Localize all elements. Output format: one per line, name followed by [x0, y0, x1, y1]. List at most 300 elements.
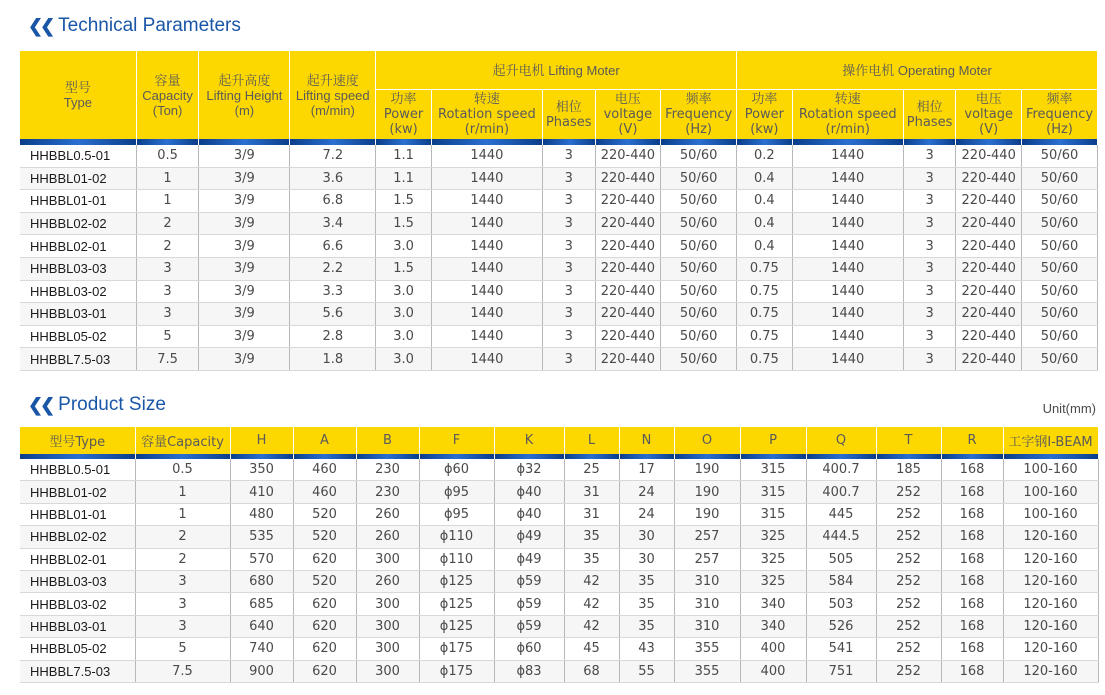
- column-header: H: [230, 427, 293, 454]
- table-cell: 620: [293, 593, 356, 615]
- table-cell: 168: [941, 570, 1003, 592]
- model-cell: HHBBL7.5-03: [20, 660, 135, 682]
- table-cell: 168: [941, 526, 1003, 548]
- table-cell: 0.4: [737, 167, 793, 190]
- table-cell: 50/60: [661, 257, 737, 280]
- table-cell: 35: [619, 615, 674, 637]
- table-cell: 1440: [431, 303, 542, 326]
- table-cell: 1440: [792, 145, 903, 167]
- header-lifting-motor-group: 起升电机 Lifting Moter: [376, 51, 737, 90]
- table-cell: 50/60: [661, 212, 737, 235]
- table-cell: 2.2: [290, 257, 376, 280]
- table-cell: 300: [356, 660, 419, 682]
- table-cell: 310: [674, 593, 740, 615]
- table-cell: 0.5: [136, 145, 199, 167]
- table-cell: 541: [806, 638, 876, 660]
- model-cell: HHBBL03-03: [20, 257, 136, 280]
- table-cell: 230: [356, 459, 419, 481]
- header-capacity: 容量 Capacity (Ton): [136, 51, 199, 139]
- table-row: [20, 280, 1098, 303]
- column-header: Q: [806, 427, 876, 454]
- table-cell: 340: [740, 615, 806, 637]
- table-cell: 1440: [431, 348, 542, 371]
- table-cell: 325: [740, 526, 806, 548]
- table-cell: 260: [356, 526, 419, 548]
- table-cell: 3: [543, 303, 596, 326]
- table-cell: 30: [619, 548, 674, 570]
- table-cell: 3/9: [199, 280, 290, 303]
- table-cell: 355: [674, 638, 740, 660]
- table-cell: 3/9: [199, 190, 290, 213]
- table-cell: 1440: [431, 145, 542, 167]
- table-cell: 570: [230, 548, 293, 570]
- table-cell: 1440: [792, 190, 903, 213]
- table-cell: 3: [903, 348, 956, 371]
- table-cell: 1440: [792, 235, 903, 258]
- table-cell: 35: [564, 526, 619, 548]
- table-cell: 400.7: [806, 481, 876, 503]
- table-cell: 50/60: [1022, 212, 1098, 235]
- table-cell: 68: [564, 660, 619, 682]
- header-motor-sub: 功率 Power (kw): [376, 90, 432, 140]
- table-cell: 315: [740, 481, 806, 503]
- table-cell: 640: [230, 615, 293, 637]
- table-cell: 1: [135, 503, 230, 525]
- table-cell: 310: [674, 615, 740, 637]
- table-row: [20, 548, 1098, 570]
- table-cell: 42: [564, 570, 619, 592]
- table-cell: ϕ60: [494, 638, 564, 660]
- table-cell: 3.0: [376, 325, 432, 348]
- table-cell: 120-160: [1003, 660, 1098, 682]
- table-cell: 3.0: [376, 280, 432, 303]
- table-cell: 3: [903, 212, 956, 235]
- model-cell: HHBBL01-01: [20, 503, 135, 525]
- table-cell: 42: [564, 593, 619, 615]
- technical-parameters-table: [20, 51, 1098, 371]
- table-cell: ϕ59: [494, 570, 564, 592]
- table-cell: 220-440: [595, 280, 661, 303]
- model-cell: HHBBL03-01: [20, 615, 135, 637]
- model-cell: HHBBL02-01: [20, 235, 136, 258]
- table-cell: 2: [136, 235, 199, 258]
- table-cell: 620: [293, 615, 356, 637]
- table-cell: 300: [356, 615, 419, 637]
- table-cell: 252: [876, 593, 941, 615]
- table-cell: 220-440: [956, 167, 1022, 190]
- table-cell: 120-160: [1003, 570, 1098, 592]
- table-cell: 252: [876, 481, 941, 503]
- table-cell: ϕ40: [494, 481, 564, 503]
- table-cell: 3: [543, 280, 596, 303]
- table-cell: 325: [740, 548, 806, 570]
- table-cell: ϕ59: [494, 593, 564, 615]
- table-cell: 400.7: [806, 459, 876, 481]
- table-cell: 220-440: [595, 190, 661, 213]
- table-cell: 3.0: [376, 348, 432, 371]
- table-cell: 168: [941, 481, 1003, 503]
- table-cell: ϕ95: [419, 481, 494, 503]
- header-operating-motor-group: 操作电机 Operating Moter: [737, 51, 1098, 90]
- table-cell: 0.4: [737, 190, 793, 213]
- table-cell: 445: [806, 503, 876, 525]
- table-cell: 1440: [431, 280, 542, 303]
- table-cell: 3/9: [199, 257, 290, 280]
- table-cell: 252: [876, 548, 941, 570]
- model-cell: HHBBL03-02: [20, 593, 135, 615]
- double-chevron-left-icon: ❮❮: [28, 394, 53, 415]
- table-cell: 6.6: [290, 235, 376, 258]
- table-cell: 325: [740, 570, 806, 592]
- unit-label: Unit(mm): [1042, 401, 1096, 416]
- table-cell: 520: [293, 570, 356, 592]
- table-cell: 340: [740, 593, 806, 615]
- model-cell: HHBBL7.5-03: [20, 348, 136, 371]
- table-cell: 252: [876, 570, 941, 592]
- model-cell: HHBBL03-03: [20, 570, 135, 592]
- table-cell: 50/60: [661, 303, 737, 326]
- model-cell: HHBBL03-01: [20, 303, 136, 326]
- table-cell: 190: [674, 459, 740, 481]
- table-cell: 900: [230, 660, 293, 682]
- table-cell: 120-160: [1003, 593, 1098, 615]
- table-cell: 400: [740, 660, 806, 682]
- table-cell: 260: [356, 503, 419, 525]
- column-header: O: [674, 427, 740, 454]
- table-cell: ϕ40: [494, 503, 564, 525]
- table-cell: 220-440: [956, 280, 1022, 303]
- table-cell: 220-440: [956, 348, 1022, 371]
- table-cell: 460: [293, 459, 356, 481]
- table-cell: 751: [806, 660, 876, 682]
- table-cell: 1: [136, 190, 199, 213]
- header-motor-sub: 功率 Power (kw): [737, 90, 793, 140]
- table-row: [20, 145, 1098, 167]
- table-cell: 0.2: [737, 145, 793, 167]
- header-motor-sub: 相位 Phases: [543, 90, 596, 140]
- table-cell: 480: [230, 503, 293, 525]
- table-row: [20, 481, 1098, 503]
- table-cell: 1440: [792, 167, 903, 190]
- table-cell: ϕ175: [419, 638, 494, 660]
- table-row: [20, 459, 1098, 481]
- column-header: K: [494, 427, 564, 454]
- table-row: [20, 638, 1098, 660]
- table-cell: 257: [674, 548, 740, 570]
- table-cell: 444.5: [806, 526, 876, 548]
- table-cell: 35: [619, 570, 674, 592]
- table-cell: 3: [903, 235, 956, 258]
- table-cell: 50/60: [1022, 348, 1098, 371]
- table-cell: 42: [564, 615, 619, 637]
- table-cell: 535: [230, 526, 293, 548]
- table-cell: 1440: [792, 303, 903, 326]
- column-header: A: [293, 427, 356, 454]
- product-size-heading: [28, 394, 166, 416]
- table-cell: 50/60: [661, 167, 737, 190]
- table-cell: 220-440: [956, 145, 1022, 167]
- table-cell: 50/60: [661, 325, 737, 348]
- header-lifting-speed: 起升速度 Lifting speed (m/min): [290, 51, 376, 139]
- table-cell: 1440: [431, 257, 542, 280]
- table-cell: 310: [674, 570, 740, 592]
- table-cell: 168: [941, 459, 1003, 481]
- table-cell: 230: [356, 481, 419, 503]
- model-cell: HHBBL03-02: [20, 280, 136, 303]
- table-cell: 120-160: [1003, 526, 1098, 548]
- table-cell: 3.4: [290, 212, 376, 235]
- table-cell: 2: [136, 212, 199, 235]
- table-cell: 3: [136, 257, 199, 280]
- header-motor-sub: 频率 Frequency (Hz): [661, 90, 737, 140]
- table-cell: 0.4: [737, 235, 793, 258]
- table-row: [20, 325, 1098, 348]
- table-cell: 50/60: [661, 145, 737, 167]
- table-row: [20, 303, 1098, 326]
- table-cell: 50/60: [1022, 280, 1098, 303]
- table-cell: 0.75: [737, 257, 793, 280]
- table-cell: 3.0: [376, 235, 432, 258]
- table-cell: 680: [230, 570, 293, 592]
- technical-parameters-title: Technical Parameters: [58, 15, 241, 36]
- table-cell: 5: [135, 638, 230, 660]
- table-cell: 3/9: [199, 212, 290, 235]
- table-cell: 1440: [792, 280, 903, 303]
- table-cell: 260: [356, 570, 419, 592]
- table-cell: 50/60: [661, 348, 737, 371]
- table-cell: 3: [543, 235, 596, 258]
- table-cell: 1: [136, 167, 199, 190]
- table-cell: 220-440: [956, 257, 1022, 280]
- table-row: [20, 257, 1098, 280]
- table-cell: 220-440: [595, 325, 661, 348]
- table-cell: 1440: [792, 257, 903, 280]
- header-motor-sub: 电压 voltage (V): [595, 90, 661, 140]
- table-cell: 3: [135, 593, 230, 615]
- table-cell: 350: [230, 459, 293, 481]
- table-cell: 1.5: [376, 212, 432, 235]
- table-cell: 25: [564, 459, 619, 481]
- table-cell: 300: [356, 638, 419, 660]
- table-cell: 315: [740, 503, 806, 525]
- column-header: T: [876, 427, 941, 454]
- table-cell: 3/9: [199, 348, 290, 371]
- table-cell: 2: [135, 526, 230, 548]
- header-motor-sub: 电压 voltage (V): [956, 90, 1022, 140]
- table-cell: 3.3: [290, 280, 376, 303]
- table-cell: 3: [543, 145, 596, 167]
- table-cell: 168: [941, 660, 1003, 682]
- table-cell: 3: [135, 570, 230, 592]
- table-cell: ϕ83: [494, 660, 564, 682]
- table-cell: 1440: [431, 167, 542, 190]
- table-cell: 3: [135, 615, 230, 637]
- table-cell: 1440: [431, 325, 542, 348]
- table-cell: 3/9: [199, 167, 290, 190]
- table-cell: 3: [136, 280, 199, 303]
- table-cell: 220-440: [595, 303, 661, 326]
- table-row: [20, 570, 1098, 592]
- table-cell: 50/60: [1022, 190, 1098, 213]
- table-row: [20, 212, 1098, 235]
- table-cell: ϕ59: [494, 615, 564, 637]
- table-cell: 252: [876, 526, 941, 548]
- table-cell: 220-440: [595, 348, 661, 371]
- table-cell: ϕ110: [419, 548, 494, 570]
- model-cell: HHBBL01-02: [20, 167, 136, 190]
- table-cell: 520: [293, 503, 356, 525]
- table-row: [20, 615, 1098, 637]
- table-cell: 7.2: [290, 145, 376, 167]
- table-cell: 257: [674, 526, 740, 548]
- column-header: L: [564, 427, 619, 454]
- table-cell: 50/60: [661, 235, 737, 258]
- column-header: N: [619, 427, 674, 454]
- table-cell: 3: [903, 303, 956, 326]
- model-cell: HHBBL02-01: [20, 548, 135, 570]
- table-cell: 315: [740, 459, 806, 481]
- table-cell: 0.75: [737, 348, 793, 371]
- table-cell: 685: [230, 593, 293, 615]
- table-row: [20, 167, 1098, 190]
- table-cell: 3: [903, 167, 956, 190]
- table-cell: 190: [674, 503, 740, 525]
- header-motor-sub: 相位 Phases: [903, 90, 956, 140]
- table-cell: 2: [135, 548, 230, 570]
- table-cell: 0.5: [135, 459, 230, 481]
- table-row: [20, 660, 1098, 682]
- table-cell: 2.8: [290, 325, 376, 348]
- table-cell: 31: [564, 503, 619, 525]
- table-cell: 1.5: [376, 257, 432, 280]
- product-size-title: Product Size: [58, 394, 166, 415]
- table-cell: 30: [619, 526, 674, 548]
- table-row: [20, 503, 1098, 525]
- table-cell: 584: [806, 570, 876, 592]
- table-cell: 3/9: [199, 325, 290, 348]
- product-size-table: [20, 427, 1099, 683]
- table-cell: 220-440: [956, 303, 1022, 326]
- table-cell: 503: [806, 593, 876, 615]
- table-cell: 7.5: [136, 348, 199, 371]
- table-cell: 3: [903, 280, 956, 303]
- table-cell: 100-160: [1003, 459, 1098, 481]
- table-cell: 1.1: [376, 167, 432, 190]
- table-cell: 168: [941, 638, 1003, 660]
- table-cell: ϕ95: [419, 503, 494, 525]
- table-cell: 50/60: [1022, 303, 1098, 326]
- table-cell: 3: [543, 348, 596, 371]
- table-cell: 185: [876, 459, 941, 481]
- model-cell: HHBBL0.5-01: [20, 145, 136, 167]
- table-cell: 45: [564, 638, 619, 660]
- table-cell: 526: [806, 615, 876, 637]
- table-cell: 3: [903, 325, 956, 348]
- model-cell: HHBBL01-02: [20, 481, 135, 503]
- table-cell: ϕ175: [419, 660, 494, 682]
- table-cell: 220-440: [595, 212, 661, 235]
- table-cell: 220-440: [595, 167, 661, 190]
- double-chevron-left-icon: ❮❮: [28, 15, 53, 36]
- table-cell: 35: [619, 593, 674, 615]
- table-cell: 1440: [431, 190, 542, 213]
- table-cell: 3: [543, 167, 596, 190]
- table-cell: 220-440: [595, 257, 661, 280]
- table-cell: 1440: [431, 235, 542, 258]
- table-cell: 5.6: [290, 303, 376, 326]
- header-motor-sub: 转速 Rotation speed (r/min): [431, 90, 542, 140]
- table-cell: ϕ49: [494, 548, 564, 570]
- table-cell: 0.75: [737, 280, 793, 303]
- table-cell: ϕ125: [419, 570, 494, 592]
- table-cell: 3.6: [290, 167, 376, 190]
- column-header: 工字钢I-BEAM: [1003, 427, 1098, 454]
- table-cell: 0.75: [737, 303, 793, 326]
- table-cell: 220-440: [595, 235, 661, 258]
- table-cell: 3/9: [199, 145, 290, 167]
- table-cell: 0.75: [737, 325, 793, 348]
- model-cell: HHBBL0.5-01: [20, 459, 135, 481]
- table-cell: 252: [876, 638, 941, 660]
- table-cell: 355: [674, 660, 740, 682]
- table-cell: 220-440: [595, 145, 661, 167]
- table-cell: 3: [543, 190, 596, 213]
- table-cell: ϕ125: [419, 593, 494, 615]
- table-cell: 3: [903, 145, 956, 167]
- table-cell: 35: [564, 548, 619, 570]
- table-cell: 43: [619, 638, 674, 660]
- table-cell: 168: [941, 503, 1003, 525]
- table-cell: 55: [619, 660, 674, 682]
- table-cell: 120-160: [1003, 615, 1098, 637]
- table-cell: 1: [135, 481, 230, 503]
- table-row: [20, 348, 1098, 371]
- table-cell: 17: [619, 459, 674, 481]
- table-cell: 300: [356, 548, 419, 570]
- table-cell: 220-440: [956, 235, 1022, 258]
- table-cell: 252: [876, 660, 941, 682]
- table-cell: 252: [876, 615, 941, 637]
- table-cell: 0.4: [737, 212, 793, 235]
- table-cell: 1.1: [376, 145, 432, 167]
- table-cell: ϕ60: [419, 459, 494, 481]
- table-cell: 410: [230, 481, 293, 503]
- model-cell: HHBBL02-02: [20, 212, 136, 235]
- table-cell: 740: [230, 638, 293, 660]
- header-model: 型号 Type: [20, 51, 136, 139]
- table-cell: 100-160: [1003, 503, 1098, 525]
- table-cell: 3/9: [199, 235, 290, 258]
- model-cell: HHBBL01-01: [20, 190, 136, 213]
- table-cell: ϕ32: [494, 459, 564, 481]
- table-cell: 168: [941, 593, 1003, 615]
- table-cell: 460: [293, 481, 356, 503]
- table-cell: 50/60: [1022, 257, 1098, 280]
- column-header: R: [941, 427, 1003, 454]
- table-cell: 1440: [792, 325, 903, 348]
- table-cell: 3: [543, 325, 596, 348]
- table-cell: 50/60: [1022, 145, 1098, 167]
- table-cell: 620: [293, 548, 356, 570]
- table-cell: 220-440: [956, 190, 1022, 213]
- table-cell: 3/9: [199, 303, 290, 326]
- table-row: [20, 235, 1098, 258]
- table-row: [20, 190, 1098, 213]
- table-cell: 1.5: [376, 190, 432, 213]
- table-cell: 50/60: [661, 280, 737, 303]
- model-cell: HHBBL05-02: [20, 638, 135, 660]
- table-cell: 3: [903, 257, 956, 280]
